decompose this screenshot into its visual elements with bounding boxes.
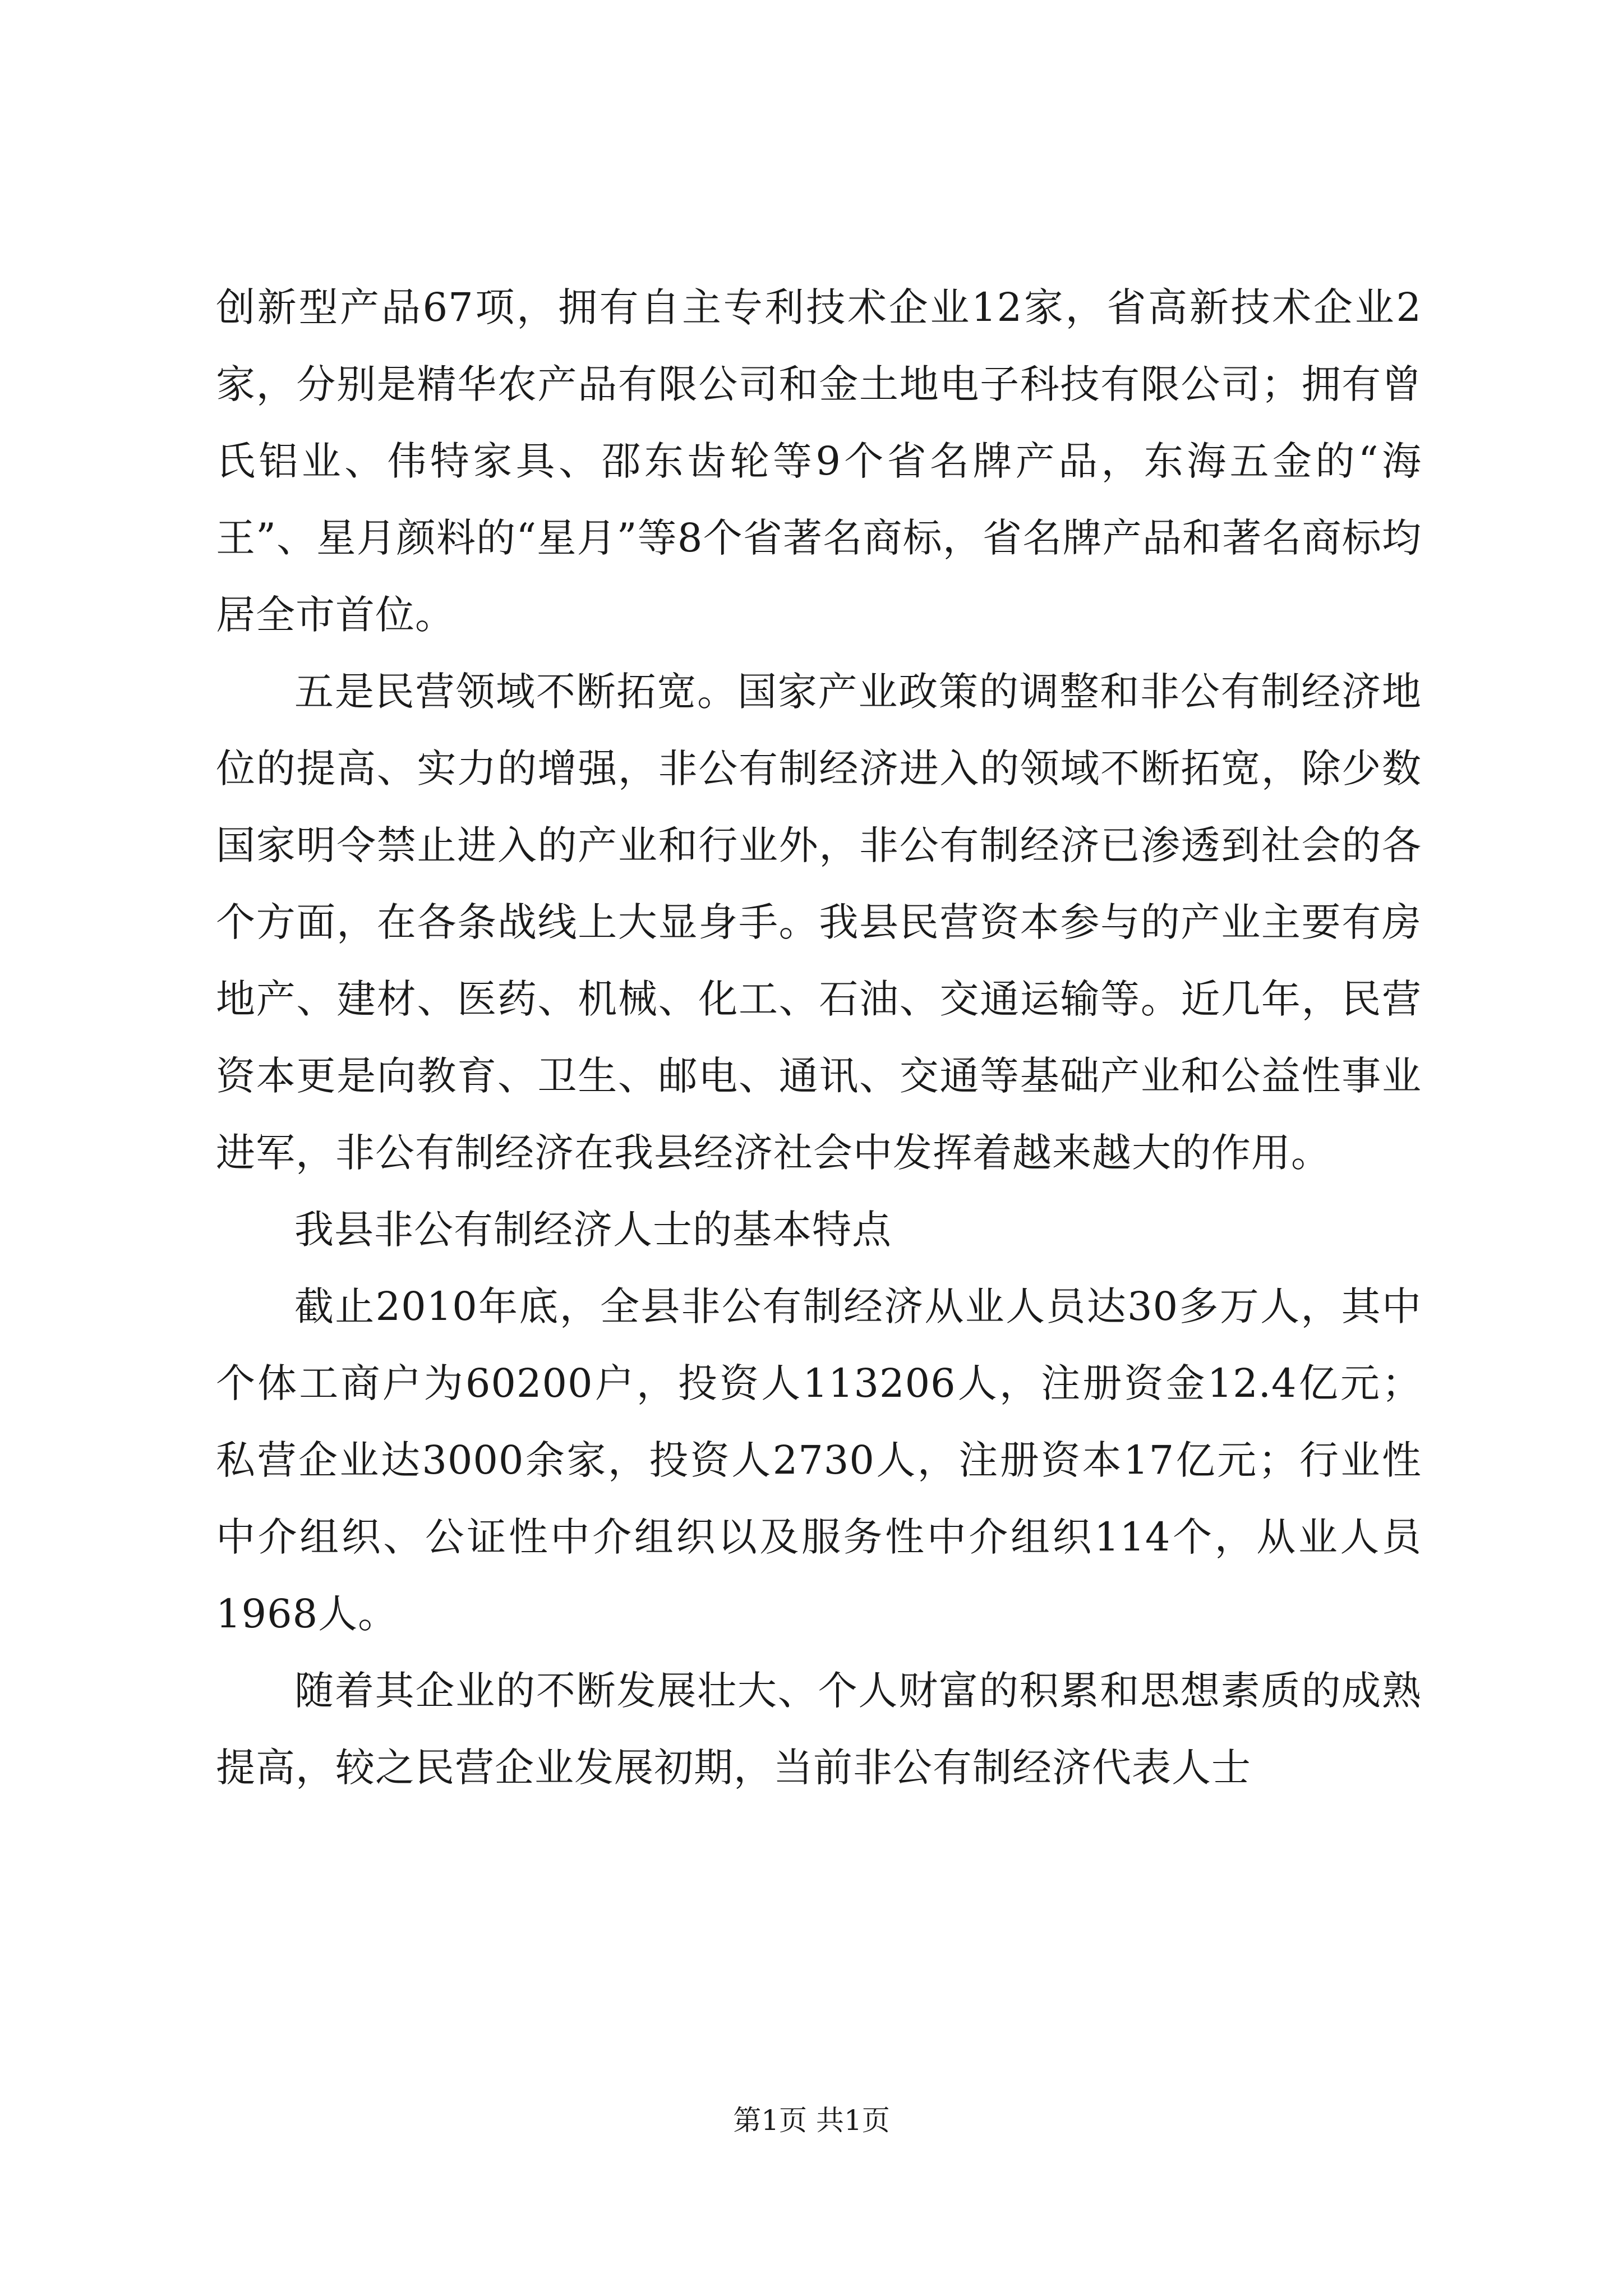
paragraph-4: 随着其企业的不断发展壮大、个人财富的积累和思想素质的成熟提高，较之民营企业发展初期，当前非公有制经济代表人士 bbox=[216, 1668, 1422, 1791]
paragraph-2: 五是民营领域不断拓宽。国家产业政策的调整和非公有制经济地位的提高、实力的增强，非公有制经济进入的领域不断拓宽，除少数国家明令禁止进入的产业和行业外，非公有制经济已渗透到社会的各个方面，在各条战线上大显身手。我县民营资本参与的产业主要有房地产、建材、医药、机械、化工、石油、交通运输等。近几年，民营资本更是向教育、卫生、邮电、通讯、交通等基础产业和公益性事业进军，非公有制经济在我县经济社会中发挥着越来越大的作用。 bbox=[216, 669, 1422, 1176]
paragraph-3: 截止2010年底，全县非公有制经济从业人员达30多万人，其中个体工商户为60200户，投资人113206人，注册资金12.4亿元；私营企业达3000余家，投资人2730人，注册资本17亿元；行业性中介组织、公证性中介组织以及服务性中介组织114个，从业人员1968人。 bbox=[216, 1283, 1422, 1637]
document-body bbox=[216, 269, 1422, 1806]
section-heading: 我县非公有制经济人士的基本特点 bbox=[294, 1207, 892, 1253]
page-footer: 第1页 共1页 bbox=[733, 2104, 890, 2137]
paragraph-1: 创新型产品67项，拥有自主专利技术企业12家，省高新技术企业2家，分别是精华农产品有限公司和金土地电子科技有限公司；拥有曾氏铝业、伟特家具、邵东齿轮等9个省名牌产品，东海五金的“海王”、星月颜料的“星月”等8个省著名商标，省名牌产品和著名商标均居全市首位。 bbox=[216, 284, 1422, 638]
